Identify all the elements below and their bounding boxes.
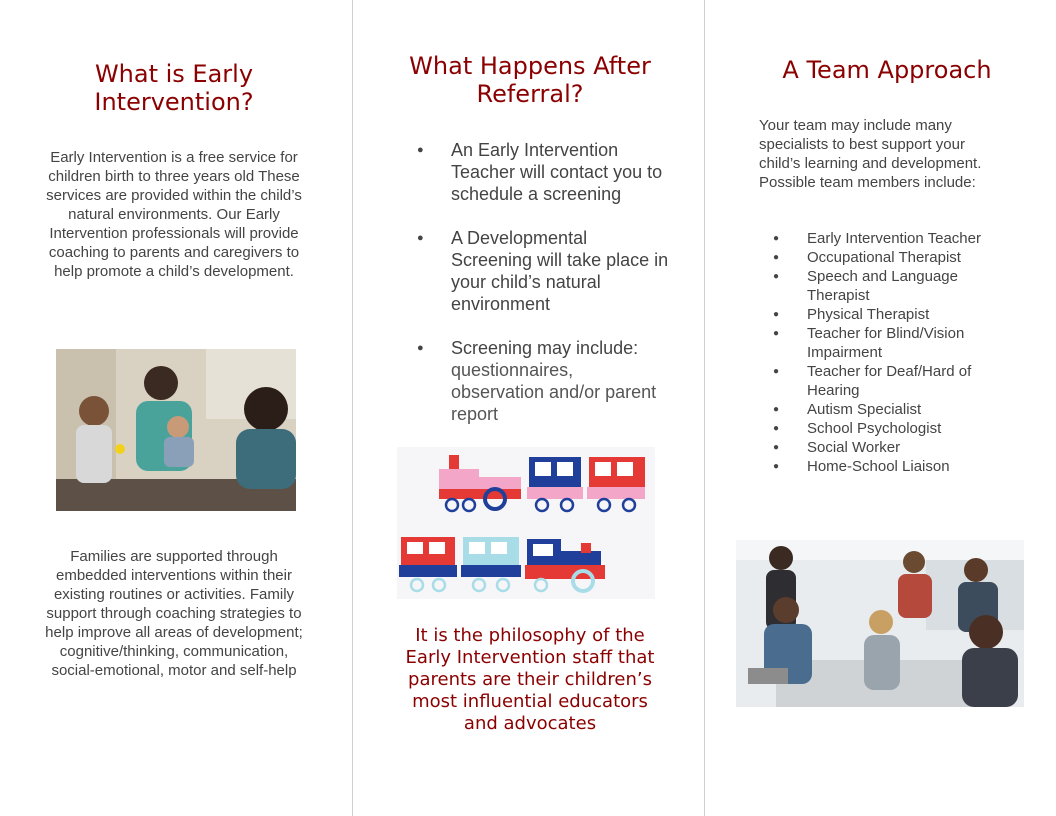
team-meeting-photo [736,540,1024,707]
list-item [401,337,671,425]
list-item: ● Speech and Language Therapist [759,267,1009,305]
referral-steps-list [401,139,671,447]
list-item: ● Social Worker [759,438,1009,457]
step-text: Screening may include: [451,338,639,358]
family-photo [56,349,296,511]
team-members-list [759,229,1009,476]
list-item: ● Autism Specialist [759,400,1009,419]
families-paragraph: Families are supported through embedded interventions within their existing routines or activities. Family support through coaching strategies to help improve all areas of development; cognitive/thinking, communication, social-emotional, motor and self-help [45,548,303,679]
list-item: ● Occupational Therapist [759,248,1009,267]
panel-team-approach [705,0,1056,816]
list-item: ● Home-School Liaison [759,457,1009,476]
panel-heading: A Team Approach [782,56,992,84]
step-subtext: questionnaires, observation and/or parent report [451,360,657,424]
list-item: ● Physical Therapist [759,305,1009,324]
step-text: An Early Intervention Teacher will contact you to schedule a screening [451,140,663,204]
list-item: ● Early Intervention Teacher [759,229,1009,248]
list-item [401,227,671,315]
step-text: A Developmental Screening will take place in your child’s natural environment [451,228,669,314]
list-item: ● School Psychologist [759,419,1009,438]
panel-heading: What is Early Intervention? [94,60,254,116]
list-item: ● Teacher for Blind/Vision Impairment [759,324,1009,362]
list-item [401,139,671,205]
toy-train-illustration [397,447,655,599]
panel-after-referral [352,0,705,816]
intro-paragraph: Early Intervention is a free service for children birth to three years old These services are provided within the child’s natural environments. Our Early Intervention professionals will provide coaching to parents and caregivers to help promote a child’s development. [46,149,302,280]
team-intro-paragraph: Your team may include many specialists to best support your child’s learning and development. Possible team members include: [759,117,982,191]
philosophy-statement: It is the philosophy of the Early Intervention staff that parents are their children’s most influential educators and advocates [405,625,655,734]
list-item: ● Teacher for Deaf/Hard of Hearing [759,362,1009,400]
panel-heading: What Happens After Referral? [409,52,651,108]
panel-what-is-ei [0,0,352,816]
